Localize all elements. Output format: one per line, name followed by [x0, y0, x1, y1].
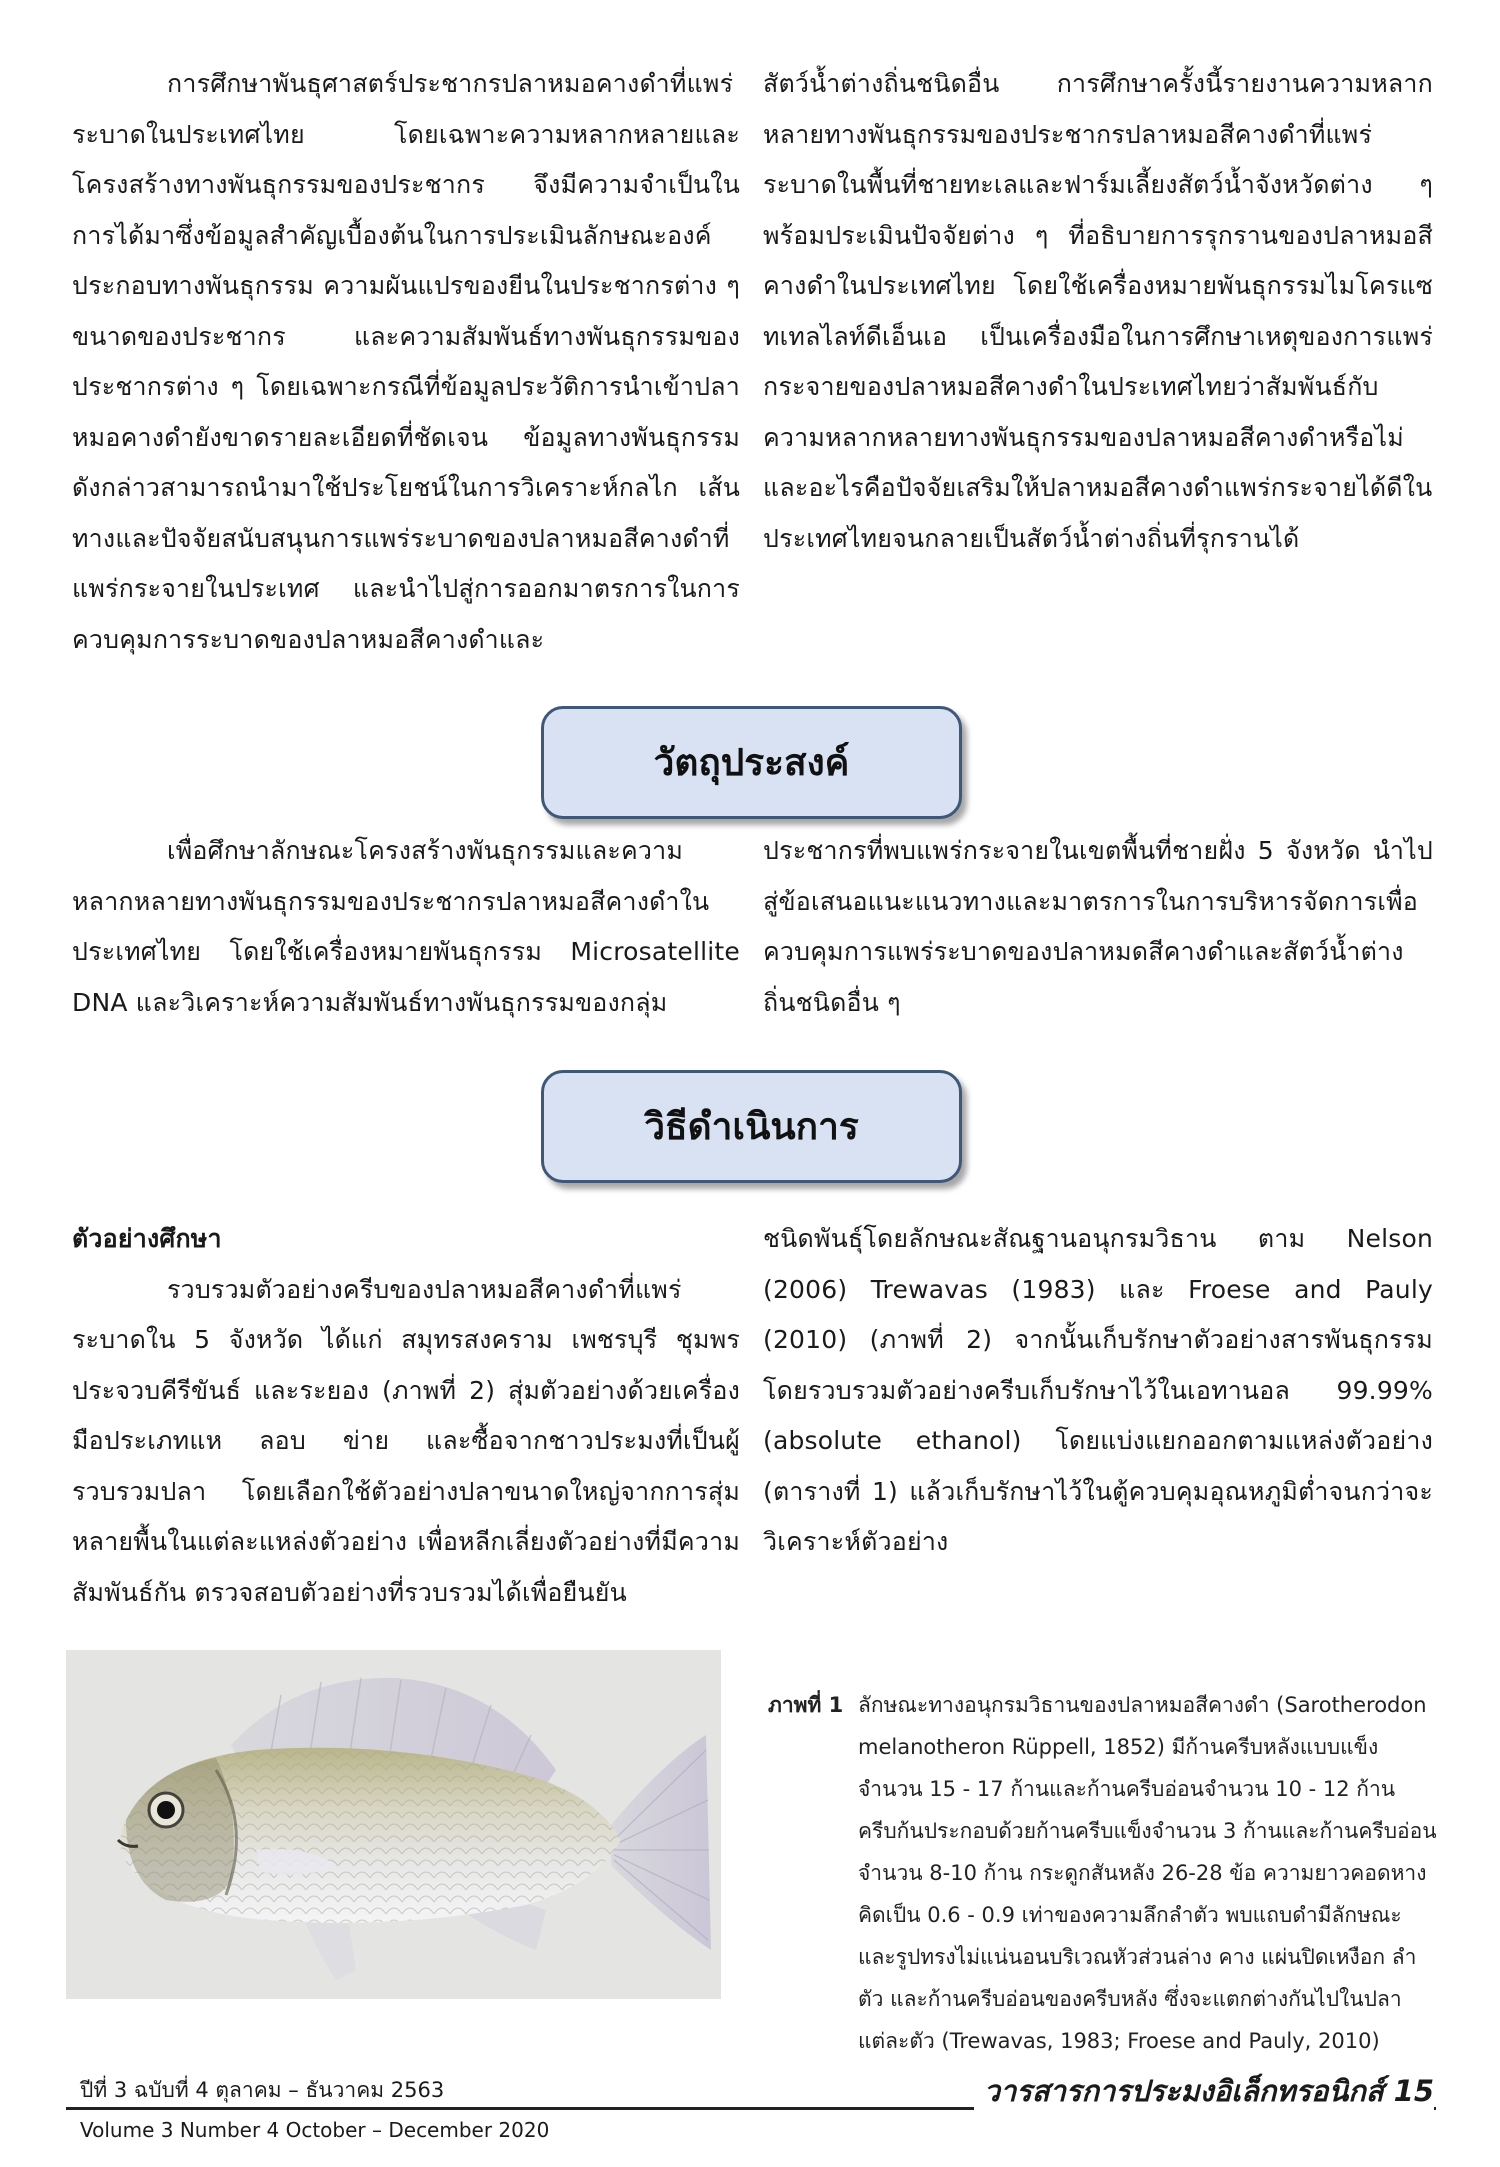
objective-right-column	[763, 826, 1433, 1028]
method-left-text: รวบรวมตัวอย่างครีบของปลาหมอสีคางดำที่แพร่ระบาดใน 5 จังหวัด ได้แก่ สมุทรสงคราม เพชรบุรี ชุมพร ประจวบคีรีขันธ์ และระยอง (ภาพที่ 2) สุ่มตัวอย่างด้วยเครื่องมือประเภทแห ลอบ ข่าย และซื้อจากชาวประมงที่เป็นผู้รวบรวมปลา โดยเลือกใช้ตัวอย่างปลาขนาดใหญ่จากการสุ่มหลายพื้นในแต่ละแหล่งตัวอย่าง เพื่อหลีกเลี่ยงตัวอย่างที่มีความสัมพันธ์กัน ตรวจสอบตัวอย่างที่รวบรวมได้เพื่อยืนยัน	[72, 1274, 740, 1607]
intro-right-column	[763, 59, 1433, 564]
method-left-column	[72, 1214, 740, 1618]
fish-photo	[66, 1650, 721, 1999]
figure-label: ภาพที่ 1	[768, 1693, 844, 1717]
fish-illustration	[66, 1650, 721, 1999]
figure-caption	[768, 1684, 1438, 2062]
method-subheading: ตัวอย่างศึกษา	[72, 1224, 222, 1253]
objective-heading: วัตถุประสงค์	[541, 706, 962, 819]
method-right-column	[763, 1214, 1433, 1568]
figure-caption-rest: melanotheron Rüppell, 1852) มีก้านครีบหลังแบบแข็งจำนวน 15 - 17 ก้านและก้านครีบอ่อนจำนวน 10 - 12 ก้าน ครีบก้นประกอบด้วยก้านครีบแข็งจำนวน 3 ก้านและก้านครีบอ่อนจำนวน 8-10 ก้าน กระดูกสันหลัง 26-28 ข้อ ความยาวคอดหางคิดเป็น 0.6 - 0.9 เท่าของความลึกลำตัว พบแถบดำมีลักษณะและรูปทรงไม่แน่นอนบริเวณหัวส่วนล่าง คาง แผ่นปิดเหงือก ลำตัว และก้านครีบอ่อนของครีบหลัง ซึ่งจะแตกต่างกันไปในปลาแต่ละตัว (Trewavas, 1983; Froese and Pauly, 2010)	[858, 1735, 1437, 2053]
intro-left-column	[72, 59, 740, 665]
figure-caption-first-line: ลักษณะทางอนุกรมวิธานของปลาหมอสีคางดำ (Sarotherodon	[858, 1693, 1427, 1717]
method-right-text: ชนิดพันธุ์โดยลักษณะสัณฐานอนุกรมวิธาน ตาม Nelson (2006) Trewavas (1983) และ Froese and Pauly (2010) (ภาพที่ 2) จากนั้นเก็บรักษาตัวอย่างสารพันธุกรรม โดยรวบรวมตัวอย่างครีบเก็บรักษาไว้ในเอทานอล 99.99% (absolute ethanol) โดยแบ่งแยกออกตามแหล่งตัวอย่าง (ตารางที่ 1) แล้วเก็บรักษาไว้ในตู้ควบคุมอุณหภูมิต่ำจนกว่าจะวิเคราะห์ตัวอย่าง	[763, 1224, 1433, 1556]
objective-right-text: ประชากรที่พบแพร่กระจายในเขตพื้นที่ชายฝั่ง 5 จังหวัด นำไปสู่ข้อเสนอแนะแนวทางและมาตรการในการบริหารจัดการเพื่อควบคุมการแพร่ระบาดของปลาหมดสีคางดำและสัตว์น้ำต่างถิ่นชนิดอื่น ๆ	[763, 836, 1433, 1017]
objective-left-column	[72, 826, 740, 1028]
objective-left-text: เพื่อศึกษาลักษณะโครงสร้างพันธุกรรมและความหลากหลายทางพันธุกรรมของประชากรปลาหมอสีคางดำในประเทศไทย โดยใช้เครื่องหมายพันธุกรรม Microsatellite DNA และวิเคราะห์ความสัมพันธ์ทางพันธุกรรมของกลุ่ม	[72, 836, 740, 1017]
footer-issue-th: ปีที่ 3 ฉบับที่ 4 ตุลาคม – ธันวาคม 2563	[80, 2078, 445, 2102]
method-heading: วิธีดำเนินการ	[541, 1070, 962, 1183]
footer-journal-title: วารสารการประมงอิเล็กทรอนิกส์ 15	[974, 2068, 1434, 2114]
intro-left-text: การศึกษาพันธุศาสตร์ประชากรปลาหมอคางดำที่แพร่ระบาดในประเทศไทย โดยเฉพาะความหลากหลายและโครงสร้างทางพันธุกรรมของประชากร จึงมีความจำเป็นในการได้มาซึ่งข้อมูลสำคัญเบื้องต้นในการประเมินลักษณะองค์ประกอบทางพันธุกรรม ความผันแปรของยีนในประชากรต่าง ๆ ขนาดของประชากร และความสัมพันธ์ทางพันธุกรรมของประชากรต่าง ๆ โดยเฉพาะกรณีที่ข้อมูลประวัติการนำเข้าปลาหมอคางดำยังขาดรายละเอียดที่ชัดเจน ข้อมูลทางพันธุกรรมดังกล่าวสามารถนำมาใช้ประโยชน์ในการวิเคราะห์กลไก เส้นทางและปัจจัยสนับสนุนการแพร่ระบาดของปลาหมอสีคางดำที่แพร่กระจายในประเทศ และนำไปสู่การออกมาตรการในการควบคุมการระบาดของปลาหมอสีคางดำและ	[72, 69, 740, 654]
intro-right-text: สัตว์น้ำต่างถิ่นชนิดอื่น การศึกษาครั้งนี้รายงานความหลากหลายทางพันธุกรรมของประชากรปลาหมอสีคางดำที่แพร่ระบาดในพื้นที่ชายทะเลและฟาร์มเลี้ยงสัตว์น้ำจังหวัดต่าง ๆ พร้อมประเมินปัจจัยต่าง ๆ ที่อธิบายการรุกรานของปลาหมอสีคางดำในประเทศไทย โดยใช้เครื่องหมายพันธุกรรมไมโครแซทเทลไลท์ดีเอ็นเอ เป็นเครื่องมือในการศึกษาเหตุของการแพร่กระจายของปลาหมอสีคางดำในประเทศไทยว่าสัมพันธ์กับความหลากหลายทางพันธุกรรมของปลาหมอสีคางดำหรือไม่ และอะไรคือปัจจัยเสริมให้ปลาหมอสีคางดำแพร่กระจายได้ดีในประเทศไทยจนกลายเป็นสัตว์น้ำต่างถิ่นที่รุกรานได้	[763, 69, 1433, 553]
footer-issue-en: Volume 3 Number 4 October – December 2020	[80, 2118, 550, 2142]
